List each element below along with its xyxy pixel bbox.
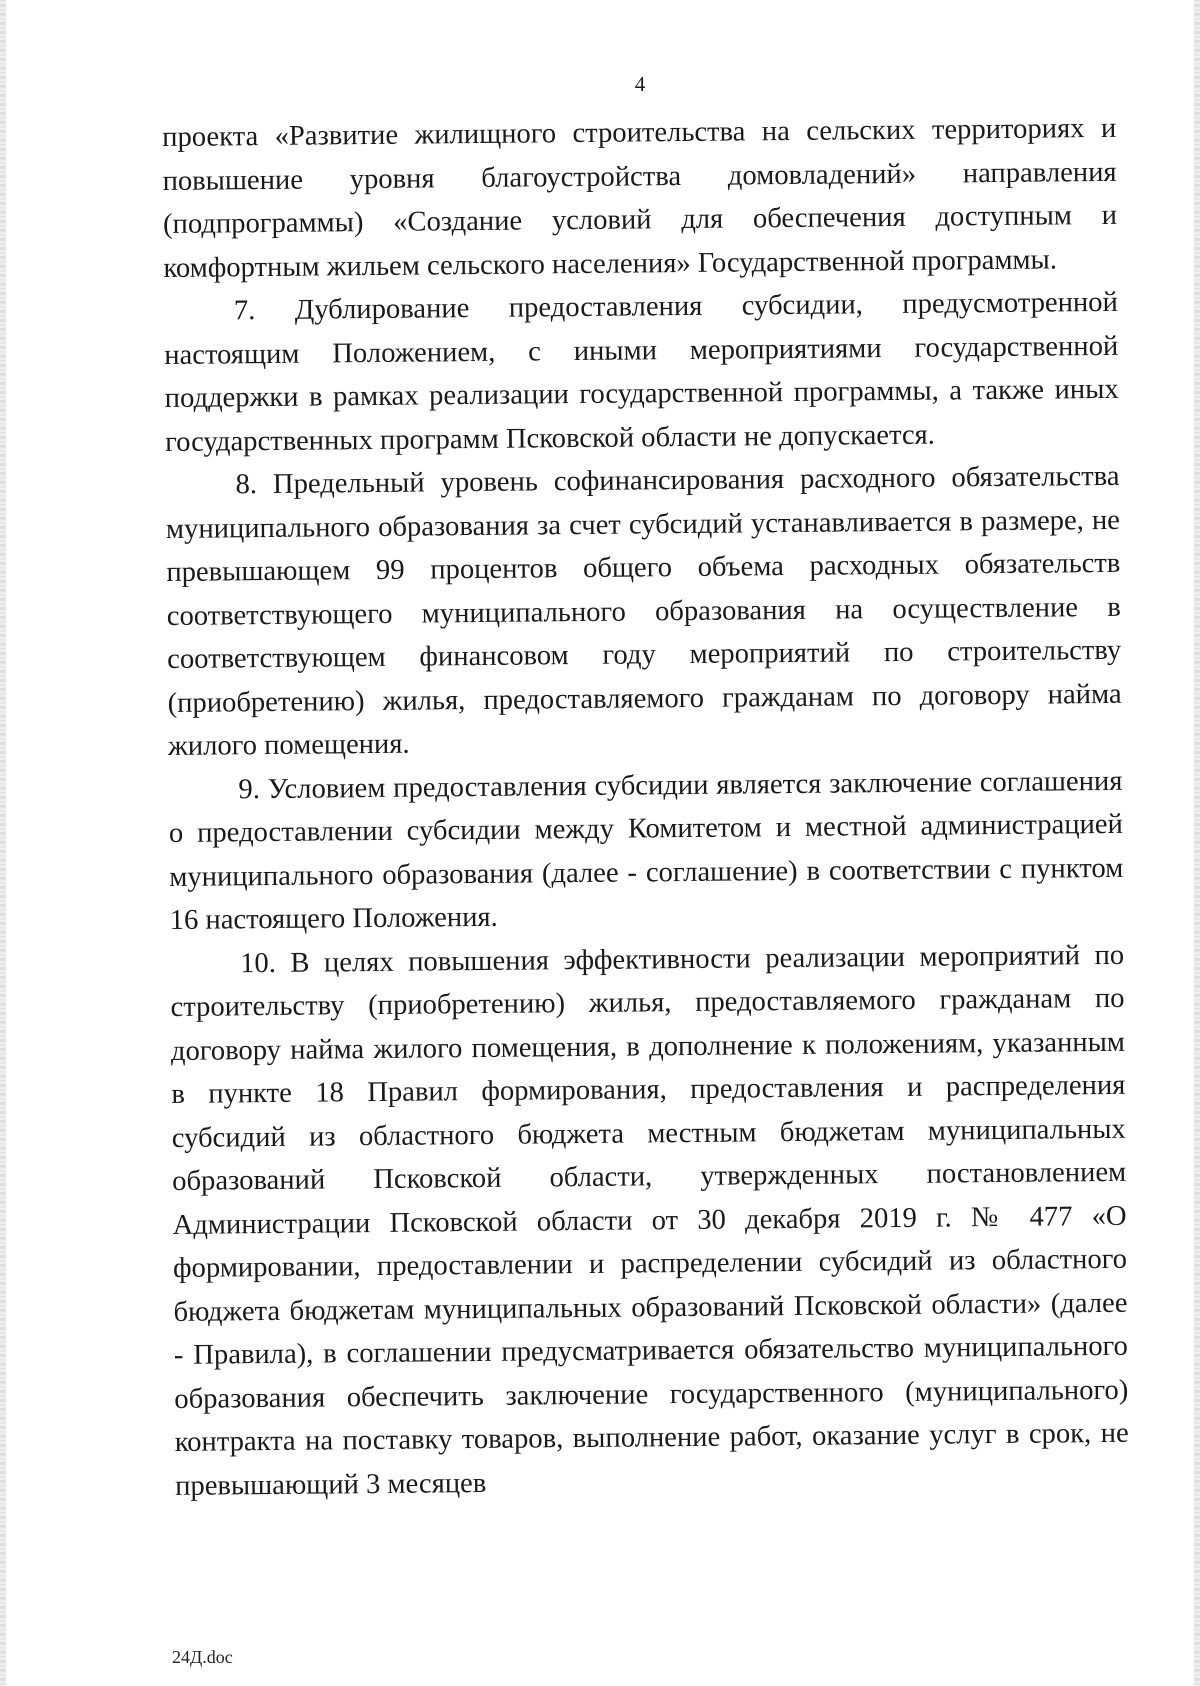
document-body xyxy=(162,107,1129,1508)
paragraph-9: 9. Условием предоставления субсидии является заключение соглашения о предоставлении субсидии между Комитетом и местной администрацией муниципального образования (далее - соглашение) в соответствии с пунктом 16 настоящего Положения. xyxy=(168,765,1124,936)
scan-edge-right xyxy=(1194,0,1200,1686)
paragraph-10: 10. В целях повышения эффективности реализации мероприятий по строительству (приобретению) жилья, предоставляемого гражданам по договору найма жилого помещения, в дополнение к положениям, указанным в пункте 18 Правил формирования, предоставления и распределения субсидий из областного бюджета местным бюджетам муниципальных образований Псковской области, утвержденных постановлением Администрации Псковской области от 30 декабря 2019 г. № 477 «О формировании, предоставлении и распределении субсидий из областного бюджета бюджетам муниципальных образований Псковской области» (далее - Правила), в соглашении предусматривается обязательство муниципального образования обеспечить заключение государственного (муниципального) контракта на поставку товаров, выполнение работ, оказание услуг в срок, не превышающий 3 месяцев xyxy=(170,939,1129,1502)
scan-edge-left xyxy=(0,0,6,1686)
paragraph-7: 7. Дублирование предоставления субсидии, предусмотренной настоящим Положением, с иными мероприятиями государственной поддержки в рамках реализации государственной программы, а также иных государственных программ Псковской области не допускается. xyxy=(164,286,1119,458)
page-number: 4 xyxy=(634,72,646,96)
paragraph-continuation: проекта «Развитие жилищного строительства на сельских территориях и повышение уровня благоустройства домовладений» направления (подпрограммы) «Создание условий для обеспечения доступным и комфортным жильем сельского населения» Государственной программы. xyxy=(162,112,1118,284)
paragraph-8: 8. Предельный уровень софинансирования расходного обязательства муниципального образования за счет субсидий устанавливается в размере, не превышающем 99 процентов общего объема расходных обязательств соответствующего муниципального образования на осуществление в соответствующем финансовом году мероприятий по строительству (приобретению) жилья, предоставляемого гражданам по договору найма жилого помещения. xyxy=(165,460,1122,762)
footer-filename: 24Д.doc xyxy=(172,1647,233,1667)
